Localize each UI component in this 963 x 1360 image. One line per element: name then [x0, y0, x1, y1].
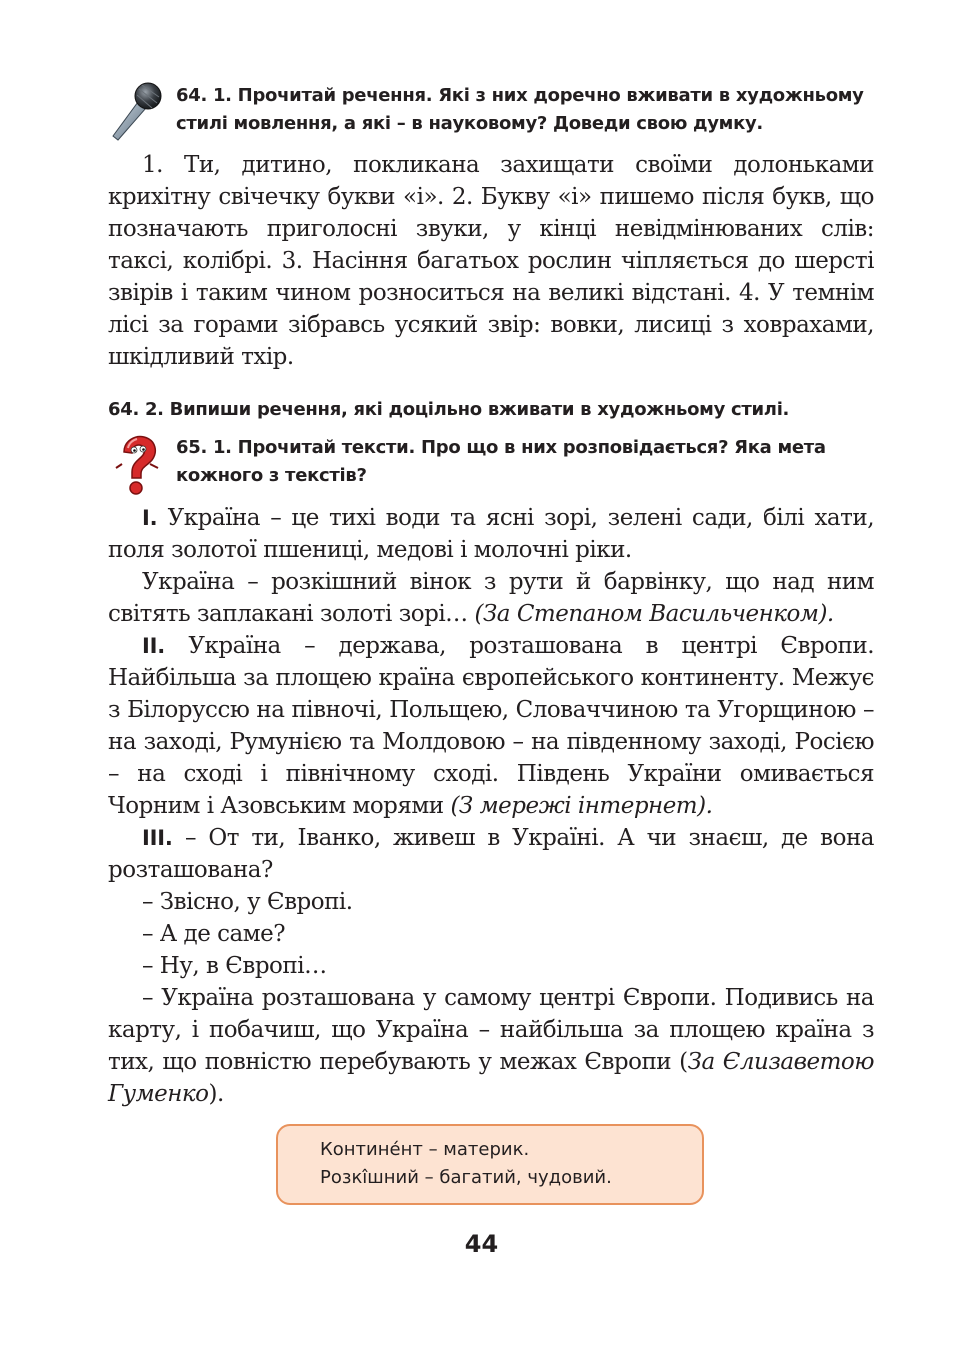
text-2-paragraph	[108, 630, 874, 822]
text-1-body: Україна – це тихі води та ясні зорі, зелені сади, білі хати, поля золотої пшениці, медові і молочні ріки.	[108, 505, 875, 563]
glossary-box	[276, 1124, 704, 1205]
text-3-dialogue-5-body: – Україна розташована у самому центрі Європи. Подивись на карту, і побачиш, що Україна – найбільша за площею країна з тих, що повністю перебувають у межах Європи (	[108, 985, 874, 1075]
glossary-item-luxurious: Розкі̂шний – багатий, чудовий.	[320, 1167, 612, 1188]
text-3-source: За Єлизаветою Гуменко	[108, 1049, 874, 1107]
text-1-paragraph-1	[108, 502, 874, 566]
text-3-tail: ).	[208, 1081, 224, 1107]
task-64-sentences	[108, 149, 874, 373]
text-1-body-2: Україна – розкішний вінок з рути й барвінку, що над ним світять заплакані золоті зорі…	[108, 569, 874, 627]
task-64-1-line2: стилі мовлення, а які – в науковому? Доведи свою думку.	[176, 113, 763, 134]
task-64-2-heading: 64. 2. Випиши речення, які доцільно вживати в художньому стилі.	[108, 399, 790, 420]
text-3-dialogue-3: – А де саме?	[142, 921, 286, 947]
text-3-numeral: III.	[142, 826, 173, 850]
text-1-paragraph-2	[108, 566, 874, 630]
text-3-dialogue-1: – От ти, Іванко, живеш в Україні. А чи знаєш, де вона розташована?	[108, 825, 874, 883]
text-2-body: Україна – держава, розташована в центрі Європи. Найбільша за площею країна європейського континенту. Межує з Білоруссю на півночі, Польщею, Словаччиною та Угорщиною – на заході, Румунією та Молдовою – на південному заході, Росією – на сході і північному сході. Південь України омивається Чорним і Азовським морями	[108, 633, 875, 819]
text-1-numeral: I.	[142, 506, 158, 530]
sentences-paragraph: 1. Ти, дитино, покликана захищати своїми долоньками крихітну свічечку букви «і». 2. Букву «і» пишемо після букв, що позначають приголосні звуки, у кінці невідмінюваних слів: таксі, колібрі. 3. Насіння багатьох рослин чіпляється до шерсті звірів і таким чином розноситься на великі відстані. 4. У темнім лісі за горами зібравсь усякий звір: вовки, лисиці з ховрахами, шкідливий тхір.	[108, 152, 874, 370]
text-3-dialogue-4: – Ну, в Європі…	[142, 953, 327, 979]
glossary-item-continent: Контине́нт – материк.	[320, 1139, 530, 1160]
task-65-1-line2: кожного з текстів?	[176, 465, 367, 486]
question-mark-icon	[114, 434, 164, 496]
text-3-dialogue-5	[108, 982, 874, 1110]
page-number: 44	[464, 1230, 499, 1258]
text-1-source: (За Степаном Васильченком).	[474, 601, 834, 627]
task-65-1-line1: 65. 1. Прочитай тексти. Про що в них розповідається? Яка мета	[176, 437, 826, 458]
text-2-numeral: II.	[142, 634, 166, 658]
task-64-1-line1: 64. 1. Прочитай речення. Які з них доречно вживати в художньому	[176, 85, 864, 106]
text-2-source: (З мережі інтернет).	[450, 793, 713, 819]
task-65-texts	[108, 502, 874, 1110]
text-3-dialogue-2: – Звісно, у Європі.	[142, 889, 353, 915]
text-3-paragraph-1	[108, 822, 874, 886]
task-64-1-heading	[176, 82, 864, 138]
task-65-1-heading	[176, 434, 826, 490]
microphone-icon	[108, 80, 164, 144]
